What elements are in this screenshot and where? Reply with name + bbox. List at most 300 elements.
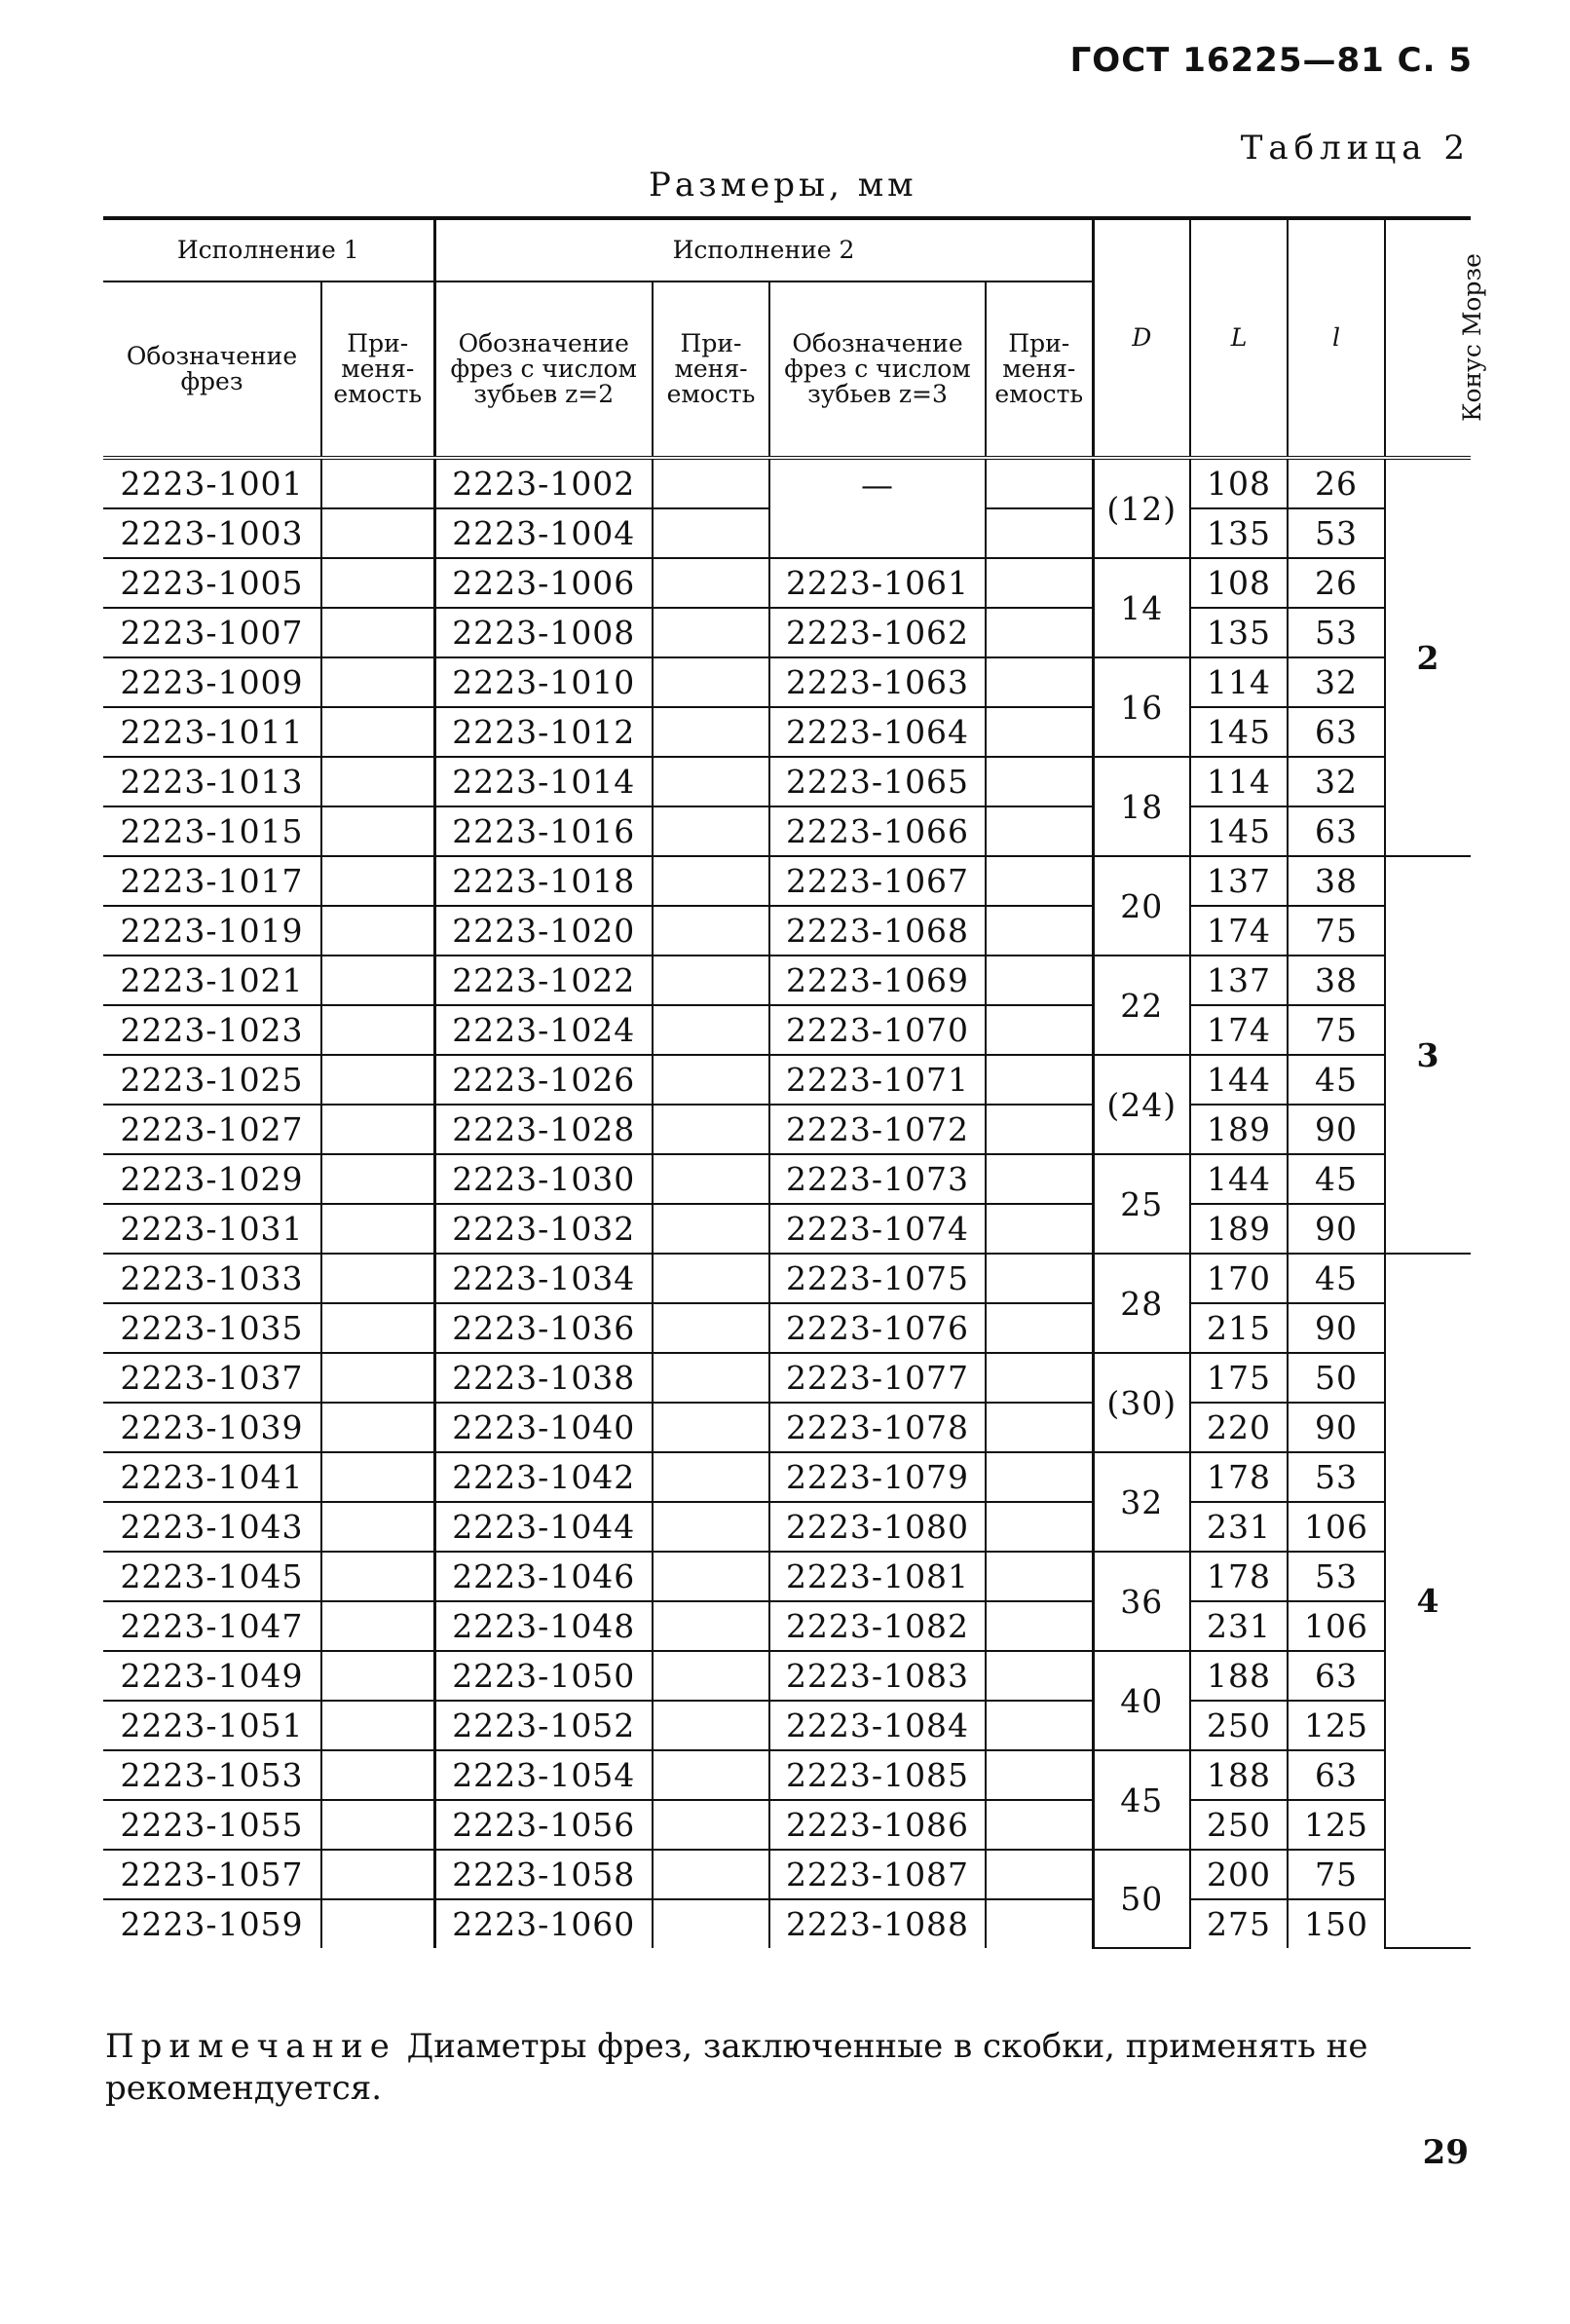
length-l: 45 [1288,1055,1385,1105]
table-row [103,1154,1471,1204]
length-L: 189 [1190,1204,1288,1254]
designation-z3: 2223-1065 [769,757,986,806]
diameter-D: 36 [1093,1552,1190,1651]
designation-z2: 2223-1002 [434,458,653,508]
applicability-cell [653,1353,769,1403]
applicability-cell [653,856,769,906]
diameter-D: (24) [1093,1055,1190,1154]
applicability-cell [986,1303,1093,1353]
length-L: 231 [1190,1502,1288,1552]
designation-execution-1: 2223-1027 [103,1105,321,1154]
header-applicability-z3: При-меня-емость [986,281,1093,458]
length-L: 188 [1190,1651,1288,1701]
designation-z3: 2223-1067 [769,856,986,906]
length-l: 45 [1288,1254,1385,1303]
applicability-cell [653,1204,769,1254]
applicability-cell [986,1353,1093,1403]
applicability-cell [321,757,434,806]
applicability-cell [986,806,1093,856]
table-row [103,458,1471,508]
length-L: 145 [1190,707,1288,757]
length-L: 188 [1190,1750,1288,1800]
applicability-cell [653,608,769,657]
length-L: 108 [1190,558,1288,608]
designation-execution-1: 2223-1057 [103,1850,321,1899]
table-row [103,558,1471,608]
applicability-cell [653,1552,769,1601]
designation-z2: 2223-1054 [434,1750,653,1800]
table-row [103,757,1471,806]
applicability-cell [653,1850,769,1899]
length-l: 53 [1288,1552,1385,1601]
applicability-cell [986,1800,1093,1850]
table-row [103,707,1471,757]
applicability-cell [986,1601,1093,1651]
designation-z2: 2223-1044 [434,1502,653,1552]
applicability-cell [321,608,434,657]
designation-z3: 2223-1061 [769,558,986,608]
designation-execution-1: 2223-1033 [103,1254,321,1303]
applicability-cell [653,1701,769,1750]
applicability-cell [321,1850,434,1899]
applicability-cell [321,1254,434,1303]
designation-z3: 2223-1072 [769,1105,986,1154]
applicability-cell [653,458,769,508]
applicability-cell [986,906,1093,956]
page-number: 29 [1422,2133,1469,2172]
applicability-cell [653,1452,769,1502]
designation-execution-1: 2223-1043 [103,1502,321,1552]
designation-z2: 2223-1006 [434,558,653,608]
length-L: 108 [1190,458,1288,508]
diameter-D: (12) [1093,458,1190,558]
designation-z3: 2223-1080 [769,1502,986,1552]
length-l: 90 [1288,1403,1385,1452]
length-L: 178 [1190,1452,1288,1502]
applicability-cell [986,1850,1093,1899]
applicability-cell [986,1105,1093,1154]
length-L: 275 [1190,1899,1288,1948]
table-row [103,856,1471,906]
designation-execution-1: 2223-1051 [103,1701,321,1750]
applicability-cell [321,508,434,558]
applicability-cell [986,1899,1093,1948]
applicability-cell [321,1204,434,1254]
designation-execution-1: 2223-1009 [103,657,321,707]
header-execution-1: Исполнение 1 [103,218,434,281]
applicability-cell [653,558,769,608]
applicability-cell [653,757,769,806]
applicability-cell [321,1899,434,1948]
designation-z3: — [769,458,986,508]
header-designation-z3: Обозначение фрез с числом зубьев z=3 [769,281,986,458]
applicability-cell [986,1651,1093,1701]
length-l: 106 [1288,1601,1385,1651]
designation-z2: 2223-1040 [434,1403,653,1452]
applicability-cell [653,956,769,1005]
header-morse-cone [1385,218,1486,458]
table-row [103,1452,1471,1502]
length-l: 90 [1288,1303,1385,1353]
applicability-cell [321,1005,434,1055]
diameter-D: 45 [1093,1750,1190,1850]
designation-execution-1: 2223-1025 [103,1055,321,1105]
applicability-cell [321,1701,434,1750]
applicability-cell [653,906,769,956]
designation-execution-1: 2223-1005 [103,558,321,608]
designation-z3: 2223-1073 [769,1154,986,1204]
designation-z3: 2223-1076 [769,1303,986,1353]
designation-z3: 2223-1062 [769,608,986,657]
designation-z3: 2223-1069 [769,956,986,1005]
applicability-cell [321,806,434,856]
length-l: 63 [1288,707,1385,757]
designation-z3: 2223-1071 [769,1055,986,1105]
note-text: Диаметры фрез, заключенные в скобки, применять не рекомендуется. [105,2027,1368,2108]
length-l: 26 [1288,458,1385,508]
table-row [103,956,1471,1005]
length-l: 26 [1288,558,1385,608]
designation-z3: 2223-1082 [769,1601,986,1651]
note-label: Примечание [105,2027,396,2066]
applicability-cell [321,1651,434,1701]
designation-z3: 2223-1086 [769,1800,986,1850]
table-row [103,1502,1471,1552]
diameter-D: 16 [1093,657,1190,757]
applicability-cell [986,856,1093,906]
designation-z2: 2223-1008 [434,608,653,657]
designation-execution-1: 2223-1059 [120,1905,304,1943]
applicability-cell [653,657,769,707]
designation-z2: 2223-1048 [434,1601,653,1651]
applicability-cell [986,558,1093,608]
designation-z3: 2223-1085 [769,1750,986,1800]
designation-execution-1: 2223-1049 [103,1651,321,1701]
length-L: 175 [1190,1353,1288,1403]
length-l: 38 [1288,956,1385,1005]
table-row [103,1601,1471,1651]
applicability-cell [986,1452,1093,1502]
designation-z3: 2223-1066 [769,806,986,856]
applicability-cell [986,1552,1093,1601]
table-label: Таблица 2 [1240,129,1471,168]
applicability-cell [986,1750,1093,1800]
designation-z2: 2223-1046 [434,1552,653,1601]
designation-z3: 2223-1064 [769,707,986,757]
table-row [103,1005,1471,1055]
designation-execution-1: 2223-1029 [103,1154,321,1204]
length-L: 145 [1190,806,1288,856]
table-row [103,608,1471,657]
applicability-cell [321,1502,434,1552]
designation-z3: 2223-1068 [769,906,986,956]
applicability-cell [653,1502,769,1552]
applicability-cell [653,1005,769,1055]
applicability-cell [321,1154,434,1204]
table-row [103,1701,1471,1750]
length-l: 53 [1288,608,1385,657]
length-L: 250 [1190,1701,1288,1750]
table-row [103,806,1471,856]
diameter-D: 22 [1093,956,1190,1055]
length-l: 63 [1288,1651,1385,1701]
applicability-cell [986,956,1093,1005]
applicability-cell [986,657,1093,707]
length-l: 32 [1288,757,1385,806]
length-L: 174 [1190,906,1288,956]
applicability-cell [653,508,769,558]
designation-z3: 2223-1088 [769,1899,986,1948]
designation-execution-1: 2223-1037 [103,1353,321,1403]
length-l: 75 [1288,1005,1385,1055]
length-l: 63 [1288,806,1385,856]
designation-execution-1: 2223-1045 [103,1552,321,1601]
length-L: 137 [1190,856,1288,906]
header-L: L [1190,218,1288,458]
table-row [103,1899,1471,1948]
designation-z2: 2223-1042 [434,1452,653,1502]
applicability-cell [653,1403,769,1452]
applicability-cell [653,1601,769,1651]
applicability-cell [321,1353,434,1403]
table-row [103,1750,1471,1800]
designation-z2: 2223-1016 [434,806,653,856]
diameter-D: 32 [1093,1452,1190,1552]
applicability-cell [986,1154,1093,1204]
length-l: 53 [1288,508,1385,558]
designation-z2: 2223-1060 [434,1899,653,1948]
designation-z2: 2223-1024 [434,1005,653,1055]
length-l: 50 [1288,1353,1385,1403]
length-l: 38 [1288,856,1385,906]
length-L: 250 [1190,1800,1288,1850]
applicability-cell [986,508,1093,558]
designation-z2: 2223-1034 [434,1254,653,1303]
designation-execution-1: 2223-1047 [103,1601,321,1651]
applicability-cell [321,1055,434,1105]
applicability-cell [986,1254,1093,1303]
length-l: 45 [1288,1154,1385,1204]
length-l: 125 [1288,1800,1385,1850]
applicability-cell [321,558,434,608]
length-L: 220 [1190,1403,1288,1452]
diameter-D: (30) [1093,1353,1190,1452]
table-row [103,1353,1471,1403]
designation-z3: 2223-1075 [769,1254,986,1303]
designation-z3: 2223-1078 [769,1403,986,1452]
table-row [103,1055,1471,1105]
designation-z2: 2223-1038 [434,1353,653,1403]
length-L: 170 [1190,1254,1288,1303]
designation-execution-1: 2223-1019 [103,906,321,956]
designation-execution-1: 2223-1007 [103,608,321,657]
morse-cone: 3 [1385,856,1471,1254]
applicability-cell [986,757,1093,806]
length-l: 75 [1288,1850,1385,1899]
applicability-cell [321,1303,434,1353]
table-row [103,1204,1471,1254]
applicability-cell [653,1303,769,1353]
applicability-cell [653,707,769,757]
designation-execution-1: 2223-1023 [103,1005,321,1055]
diameter-D: 14 [1093,558,1190,657]
applicability-cell [321,1552,434,1601]
applicability-cell [986,1502,1093,1552]
applicability-cell [321,1800,434,1850]
designation-z2: 2223-1010 [434,657,653,707]
applicability-cell [986,1403,1093,1452]
designation-z2: 2223-1028 [434,1105,653,1154]
designation-execution-1: 2223-1035 [103,1303,321,1353]
length-l: 90 [1288,1105,1385,1154]
applicability-cell [653,1105,769,1154]
table-row [103,508,1471,558]
table-row [103,1254,1471,1303]
applicability-cell [653,806,769,856]
designation-execution-1: 2223-1001 [103,458,321,508]
designation-z2: 2223-1020 [434,906,653,956]
applicability-cell [653,1154,769,1204]
table-row [103,1403,1471,1452]
designation-z3: 2223-1083 [769,1651,986,1701]
applicability-cell [321,1452,434,1502]
length-l: 32 [1288,657,1385,707]
header-applicability-1: При-меня-емость [321,281,434,458]
designation-execution-1: 2223-1041 [103,1452,321,1502]
applicability-cell [321,1105,434,1154]
header-applicability-z2: При-меня-емость [653,281,769,458]
length-L: 135 [1190,508,1288,558]
designation-execution-1: 2223-1011 [103,707,321,757]
diameter-D: 28 [1093,1254,1190,1353]
designation-z2: 2223-1012 [434,707,653,757]
designation-z2: 2223-1032 [434,1204,653,1254]
applicability-cell [653,1254,769,1303]
length-L: 144 [1190,1154,1288,1204]
diameter-D: 40 [1093,1651,1190,1750]
length-l: 150 [1288,1899,1385,1948]
length-L: 231 [1190,1601,1288,1651]
length-l: 125 [1288,1701,1385,1750]
applicability-cell [321,956,434,1005]
applicability-cell [321,906,434,956]
designation-execution-1: 2223-1053 [103,1750,321,1800]
morse-cone: 4 [1385,1254,1471,1948]
diameter-D: 20 [1093,856,1190,956]
table-row [103,1651,1471,1701]
length-L: 144 [1190,1055,1288,1105]
table-row [103,1552,1471,1601]
applicability-cell [321,657,434,707]
length-l: 106 [1288,1502,1385,1552]
designation-z2: 2223-1004 [434,508,653,558]
designation-z3: 2223-1063 [769,657,986,707]
length-l: 75 [1288,906,1385,956]
diameter-D: 25 [1093,1154,1190,1254]
designation-z2: 2223-1036 [434,1303,653,1353]
page-header: ГОСТ 16225—81 С. 5 [1069,41,1473,80]
designation-z2: 2223-1018 [434,856,653,906]
applicability-cell [321,1601,434,1651]
applicability-cell [321,458,434,508]
table-row [103,906,1471,956]
designation-execution-1: 2223-1017 [103,856,321,906]
table-row [103,1303,1471,1353]
applicability-cell [653,1750,769,1800]
dimensions-table [103,216,1486,1949]
applicability-cell [986,1055,1093,1105]
header-morse-cone-label: Конус Морзе [1457,252,1486,422]
designation-execution-1: 2223-1021 [103,956,321,1005]
applicability-cell [321,856,434,906]
header-l: l [1288,218,1385,458]
designation-z3: 2223-1074 [769,1204,986,1254]
designation-z2: 2223-1056 [434,1800,653,1850]
length-L: 189 [1190,1105,1288,1154]
designation-z2: 2223-1022 [434,956,653,1005]
applicability-cell [653,1899,769,1948]
applicability-cell [321,1750,434,1800]
designation-z2: 2223-1014 [434,757,653,806]
applicability-cell [986,1204,1093,1254]
length-L: 137 [1190,956,1288,1005]
header-D: D [1093,218,1190,458]
table-row [103,657,1471,707]
length-l: 53 [1288,1452,1385,1502]
length-l: 90 [1288,1204,1385,1254]
applicability-cell [986,1701,1093,1750]
designation-execution-1: 2223-1055 [103,1800,321,1850]
applicability-cell [653,1651,769,1701]
length-L: 174 [1190,1005,1288,1055]
designation-execution-1: 2223-1039 [103,1403,321,1452]
length-L: 135 [1190,608,1288,657]
designation-z2: 2223-1030 [434,1154,653,1204]
morse-cone: 2 [1385,458,1471,856]
designation-z3: 2223-1084 [769,1701,986,1750]
applicability-cell [986,608,1093,657]
designation-execution-1: 2223-1015 [103,806,321,856]
designation-execution-1: 2223-1031 [103,1204,321,1254]
designation-z2: 2223-1026 [434,1055,653,1105]
table-row [103,1850,1471,1899]
diameter-D: 18 [1093,757,1190,856]
table-row [103,1800,1471,1850]
applicability-cell [986,1005,1093,1055]
designation-z3: 2223-1070 [769,1005,986,1055]
applicability-cell [653,1055,769,1105]
designation-z2: 2223-1050 [434,1651,653,1701]
designation-z3: 2223-1087 [769,1850,986,1899]
length-l: 63 [1288,1750,1385,1800]
length-L: 114 [1190,757,1288,806]
applicability-cell [986,458,1093,508]
diameter-D: 50 [1093,1850,1190,1948]
table-row [103,1105,1471,1154]
header-execution-2: Исполнение 2 [434,218,1093,281]
designation-z3: 2223-1079 [769,1452,986,1502]
applicability-cell [986,707,1093,757]
length-L: 178 [1190,1552,1288,1601]
applicability-cell [321,707,434,757]
applicability-cell [653,1800,769,1850]
length-L: 200 [1190,1850,1288,1899]
length-L: 114 [1190,657,1288,707]
designation-z3: 2223-1077 [769,1353,986,1403]
designation-execution-1: 2223-1003 [103,508,321,558]
designation-z2: 2223-1058 [434,1850,653,1899]
length-L: 215 [1190,1303,1288,1353]
